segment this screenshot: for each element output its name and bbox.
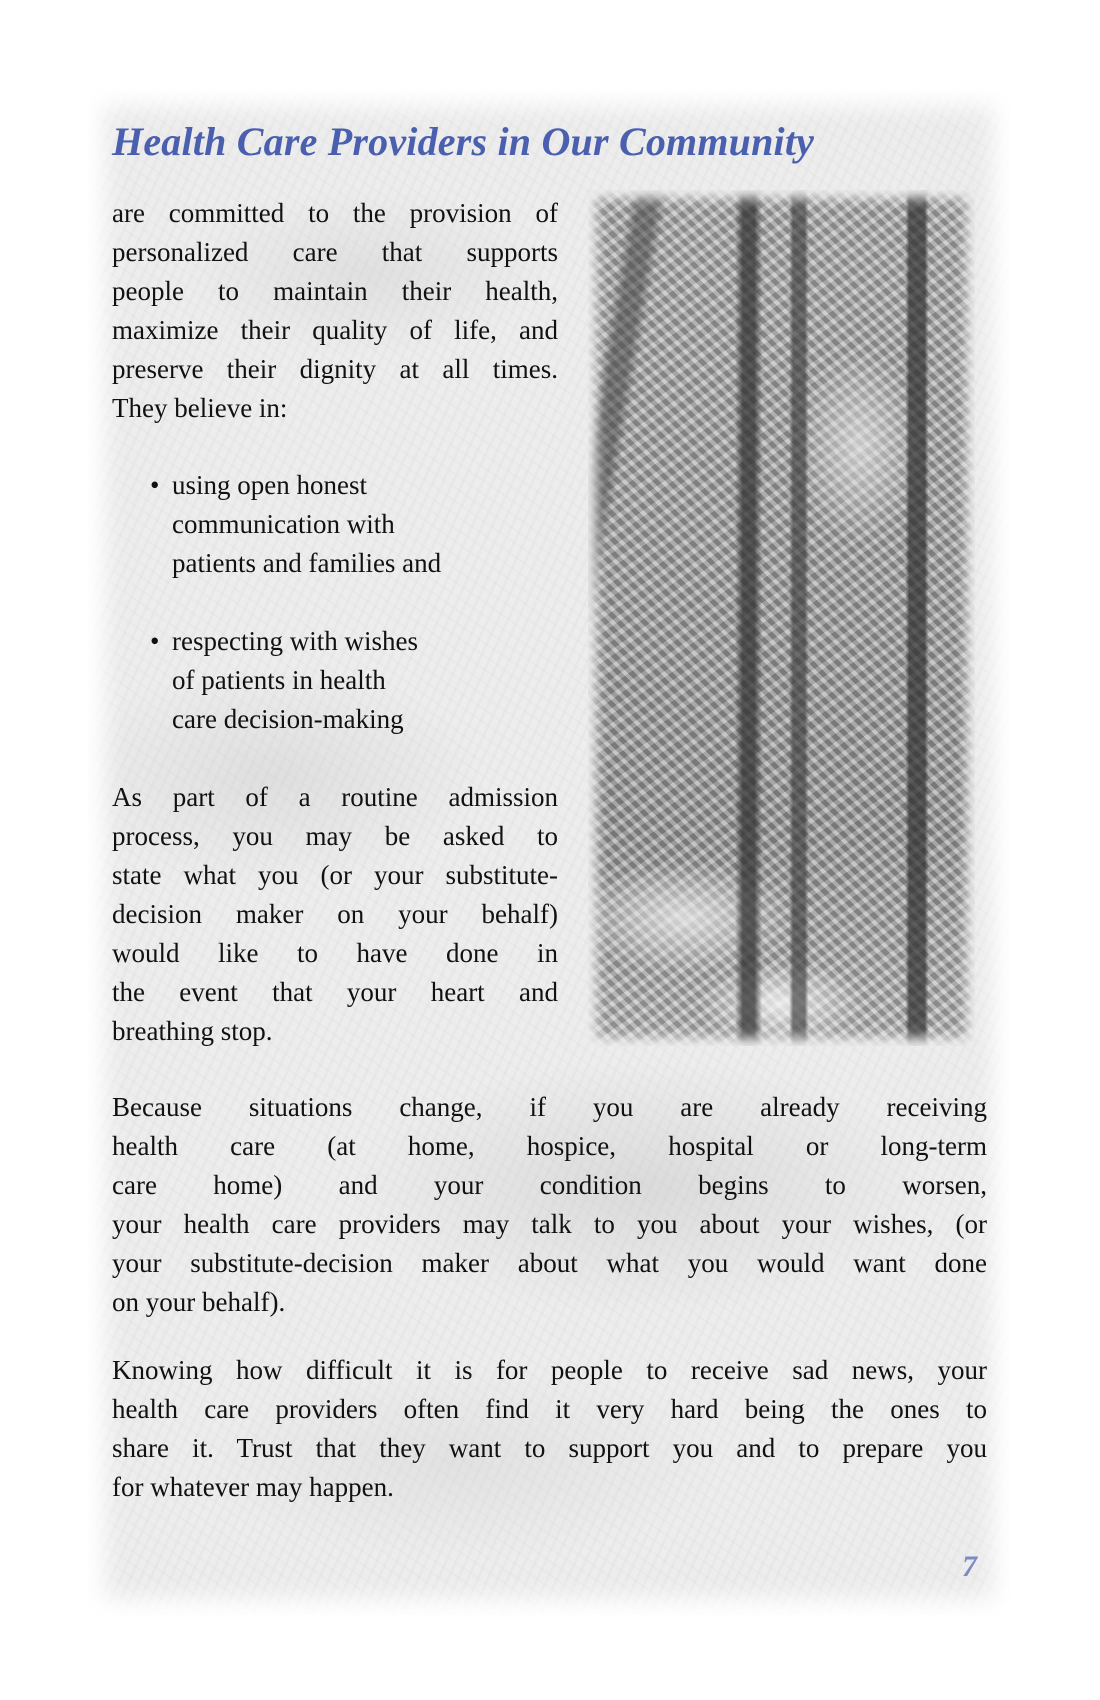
text-line: your health care providers may talk to you about your wishes, (or xyxy=(112,1209,987,1239)
text-line: health care (at home, hospice, hospital or long-term xyxy=(112,1131,987,1161)
text-line: maximize their quality of life, and xyxy=(112,315,558,345)
bullet-list-item-1 xyxy=(148,466,441,583)
text-line: patients and families and xyxy=(172,548,442,578)
knowing-paragraph xyxy=(112,1351,987,1507)
text-line: of patients in health xyxy=(172,665,386,695)
text-line: personalized care that supports xyxy=(112,237,558,267)
text-line: on your behalf). xyxy=(112,1287,286,1317)
text-line: respecting with wishes xyxy=(172,626,418,656)
bullet-icon: • xyxy=(150,470,160,500)
page-title: Health Care Providers in Our Community xyxy=(112,119,815,164)
text-line: As part of a routine admission xyxy=(112,782,558,812)
text-line: process, you may be asked to xyxy=(112,821,558,851)
bullet-list-item-2 xyxy=(148,622,418,739)
bullet-item xyxy=(148,466,441,583)
bullet-icon: • xyxy=(150,626,160,656)
text-line: share it. Trust that they want to support you and to prepare you xyxy=(112,1433,987,1463)
text-line: for whatever may happen. xyxy=(112,1472,394,1502)
text-line: breathing stop. xyxy=(112,1016,273,1046)
text-line: would like to have done in xyxy=(112,938,558,968)
text-line: They believe in: xyxy=(112,393,288,423)
intro-paragraph xyxy=(112,194,558,428)
situations-paragraph xyxy=(112,1088,987,1322)
page-number: 7 xyxy=(962,1550,977,1583)
text-line: care decision-making xyxy=(172,704,404,734)
bullet-item xyxy=(148,622,418,739)
text-line: communication with xyxy=(172,509,395,539)
text-line: your substitute-decision maker about what you would want done xyxy=(112,1248,987,1278)
text-line: Knowing how difficult it is for people to receive sad news, your xyxy=(112,1355,987,1385)
forest-photo-icon xyxy=(588,190,975,1046)
text-line: are committed to the provision of xyxy=(112,198,558,228)
text-line: state what you (or your substitute- xyxy=(112,860,558,890)
text-line: care home) and your condition begins to worsen, xyxy=(112,1170,987,1200)
text-line: health care providers often find it very hard being the ones to xyxy=(112,1394,987,1424)
text-line: using open honest xyxy=(172,470,367,500)
admission-paragraph xyxy=(112,778,558,1051)
text-line: people to maintain their health, xyxy=(112,276,558,306)
text-line: the event that your heart and xyxy=(112,977,558,1007)
text-line: Because situations change, if you are already receiving xyxy=(112,1092,987,1122)
text-line: preserve their dignity at all times. xyxy=(112,354,558,384)
text-line: decision maker on your behalf) xyxy=(112,899,558,929)
